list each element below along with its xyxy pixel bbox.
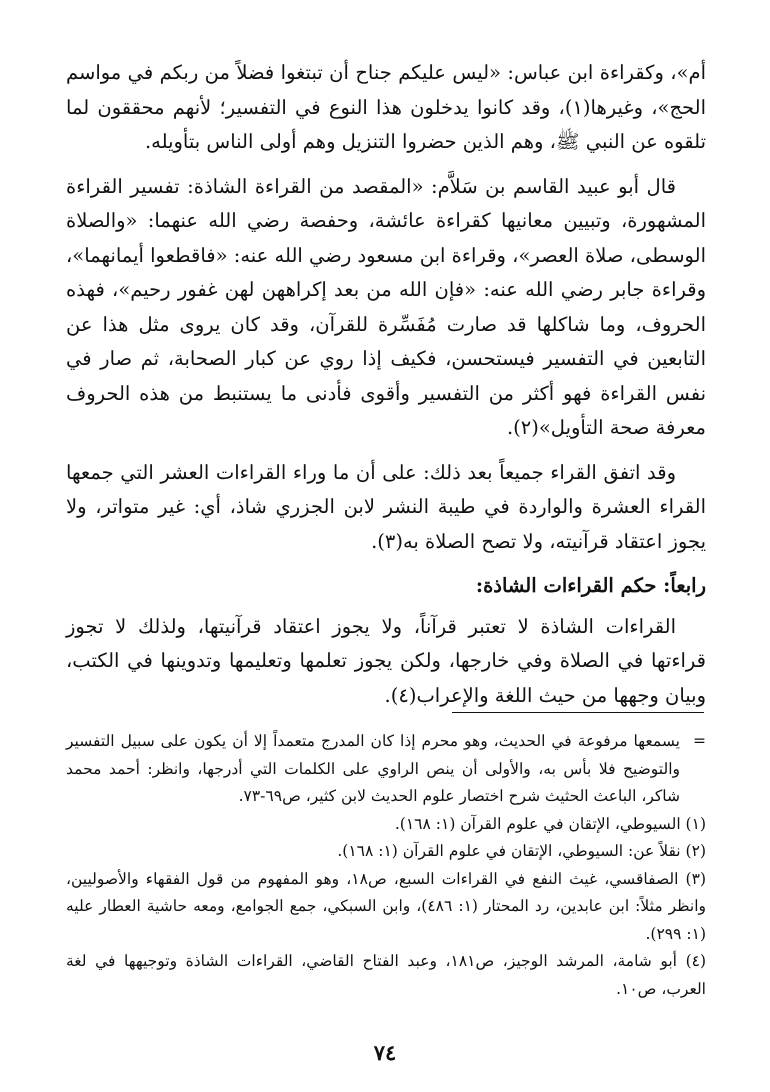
page-number: ٧٤ (373, 1040, 397, 1065)
paragraph-2: قال أبو عبيد القاسم بن سَلاَّم: «المقصد من القراءة الشاذة: تفسير القراءة المشهورة، وتبيين معانيها كقراءة عائشة، وحفصة رضي الله عنهما: «والصلاة الوسطى، صلاة العصر»، وقراءة ابن مسعود رضي الله عنه: «فاقطعوا أيمانهما»، وقراءة جابر رضي الله عنه: «فإن الله من بعد إكراههن لهن غفور رحيم»، فهذه الحروف، وما شاكلها قد صارت مُفَسِّرة للقرآن، وقد كان يروى مثل هذا عن التابعين في التفسير فيستحسن، فكيف إذا روي عن كبار الصحابة، ثم صار في نفس القراءة فهو أكثر من التفسير وأقوى فأدنى ما يستنبط من هذه الحروف معرفة صحة التأويل»(٢). (66, 174, 706, 439)
paragraph-4: القراءات الشاذة لا تعتبر قرآناً، ولا يجوز اعتقاد قرآنيتها، ولذلك لا تجوز قراءتها في الصلاة وفي خارجها، ولكن يجوز تعلمها وتعليمها وتدوينها في الكتب، وبيان وجهها من حيث اللغة والإعراب(٤). (66, 614, 706, 707)
main-text (66, 56, 706, 713)
footnote-2: (٢) نقلاً عن: السيوطي، الإتقان في علوم القرآن (١: ١٦٨). (337, 842, 706, 860)
paragraph-3: وقد اتفق القراء جميعاً بعد ذلك: على أن ما وراء القراءات العشر التي جمعها القراء العشرة والواردة في طيبة النشر لابن الجزري شاذ، أي: غير متواتر، ولا يجوز اعتقاد قرآنيته، ولا تصح الصلاة به(٣). (66, 460, 706, 553)
footnote-continuation (66, 728, 706, 811)
paragraph-1: أم»، وكقراءة ابن عباس: «ليس عليكم جناح أن تبتغوا فضلاً من ربكم في مواسم الحج»، وغيرها(١)، وقد كانوا يدخلون هذا النوع في التفسير؛ لأنهم محققون لما تلقوه عن النبي ﷺ، وهم الذين حضروا التنزيل وهم أولى الناس بتأويله. (66, 61, 706, 153)
footnote-1: (١) السيوطي، الإتقان في علوم القرآن (١: ١٦٨). (394, 814, 706, 833)
footnotes (66, 728, 706, 1003)
footnote-4: (٤) أبو شامة، المرشد الوجيز، ص١٨١، وعبد الفتاح القاضي، القراءات الشاذة وتوجيهها في لغة العرب، ص١٠. (66, 952, 707, 998)
footnote-continuation-text: يسمعها مرفوعة في الحديث، وهو محرم إذا كان المدرج متعمداً إلا أن يكون على سبيل التفسير والتوضيح فلا بأس به، والأولى أن ينص الراوي على الكلمات التي أدرجها، وانظر: أحمد محمد شاكر، الباعث الحثيث شرح اختصار علوم الحديث لابن كثير، ص٦٩-٧٣. (66, 732, 680, 805)
footnote-3: (٣) الصفاقسي، غيث النفع في القراءات السبع، ص١٨، وهو المفهوم من قول الفقهاء والأصوليين، وانظر مثلاً: ابن عابدين، رد المحتار (١: ٤٨٦)، وابن السبكي، جمع الجوامع، ومعه حاشية العطار عليه (١: ٢٩٩). (66, 869, 707, 943)
footnote-separator (452, 712, 704, 713)
section-heading: رابعاً: حكم القراءات الشاذة: (475, 574, 706, 597)
continuation-mark: = (693, 732, 706, 750)
